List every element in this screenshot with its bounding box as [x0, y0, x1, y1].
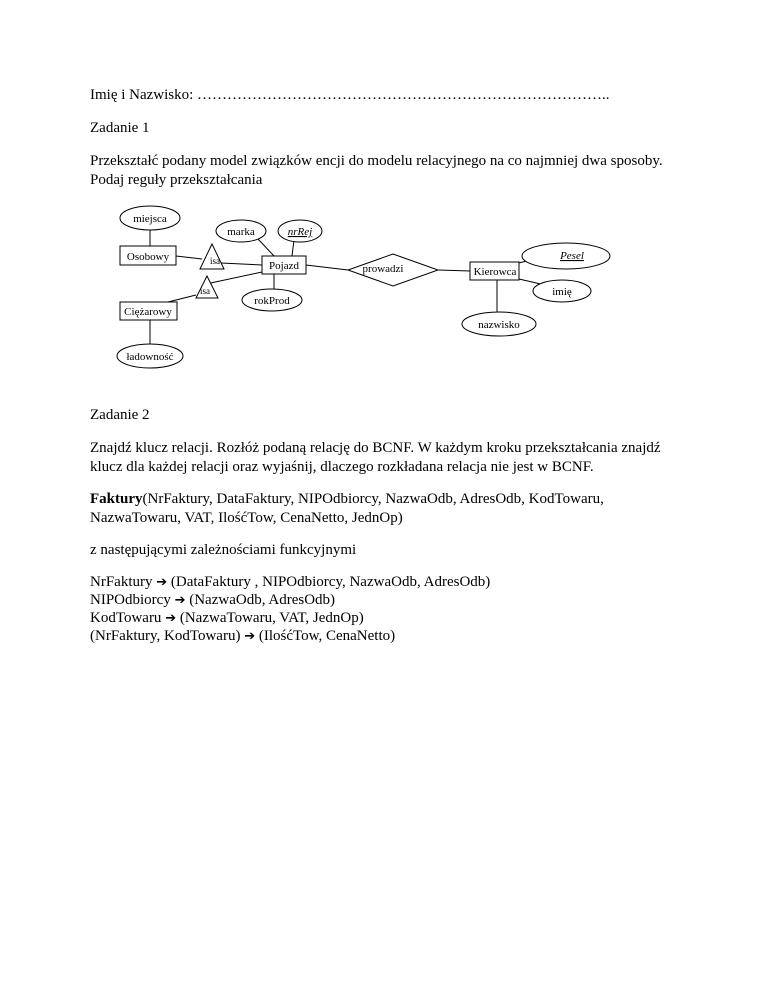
task2-title: Zadanie 2 — [90, 407, 150, 423]
line-pojazd-prowadzi — [306, 265, 348, 270]
fd-lhs: NIPOdbiorcy — [90, 592, 171, 608]
fd-lhs: (NrFaktury, KodTowaru) — [90, 628, 241, 644]
task1-title: Zadanie 1 — [90, 120, 150, 136]
line-nrrej-pojazd — [292, 240, 294, 256]
fd-intro: z następującymi zależnościami funkcyjnymi — [90, 542, 357, 558]
line-isa2-pojazd — [206, 272, 262, 284]
entity-ciezarowy: Ciężarowy — [124, 306, 172, 318]
line-isa1-pojazd — [221, 263, 262, 265]
fd-line — [90, 591, 335, 610]
fd-line — [90, 627, 395, 646]
fd-rhs: (NazwaTowaru, VAT, JednOp) — [179, 610, 364, 626]
line-prowadzi-kierowca — [438, 270, 470, 271]
fd-line — [90, 573, 490, 592]
arrow-icon: ➔ — [174, 593, 186, 608]
attr-rokprod: rokProd — [254, 295, 290, 307]
task2-text: Znajdź klucz relacji. Rozłóż podaną relację do BCNF. W każdym kroku przekształcania znajdź klucz dla każdej relacji oraz wyjaśnij, dlaczego rozkładana relacja nie jest w BCNF. — [90, 440, 661, 475]
arrow-icon: ➔ — [244, 629, 256, 644]
fd-lhs: KodTowaru — [90, 610, 162, 626]
relation-attributes: (NrFaktury, DataFaktury, NIPOdbiorcy, NazwaOdb, AdresOdb, KodTowaru, NazwaTowaru, VAT, IlośćTow, CenaNetto, JednOp) — [90, 491, 604, 526]
line-marka-pojazd — [258, 239, 274, 256]
entity-pojazd: Pojazd — [269, 260, 299, 272]
attr-ladownosc: ładowność — [126, 351, 174, 363]
entity-kierowca: Kierowca — [473, 266, 517, 278]
line-osobowy-isa1 — [176, 256, 202, 259]
fd-rhs: (DataFaktury , NIPOdbiorcy, NazwaOdb, AdresOdb) — [170, 574, 491, 590]
attr-miejsca: miejsca — [133, 213, 167, 225]
fd-rhs: (IlośćTow, CenaNetto) — [258, 628, 396, 644]
er-diagram — [0, 0, 768, 400]
fd-rhs: (NazwaOdb, AdresOdb) — [189, 592, 336, 608]
attr-nrrej: nrRej — [287, 226, 313, 238]
relation-name: Faktury — [90, 491, 143, 507]
attr-imie: imię — [552, 286, 572, 298]
relationship-prowadzi: prowadzi — [362, 263, 404, 275]
fd-line — [90, 609, 364, 628]
attr-nazwisko: nazwisko — [478, 319, 520, 331]
name-line: Imię i Nazwisko: ……………………………………………………………………….. — [90, 87, 610, 103]
attr-pesel: Pesel — [560, 250, 584, 262]
relation-definition — [90, 490, 650, 528]
entity-osobowy: Osobowy — [126, 251, 170, 263]
fd-lhs: NrFaktury — [90, 574, 153, 590]
arrow-icon: ➔ — [156, 575, 168, 590]
attr-marka: marka — [227, 226, 255, 238]
isa-label-2: isa — [200, 286, 210, 296]
arrow-icon: ➔ — [165, 611, 177, 626]
task1-text: Przekształć podany model związków encji do modelu relacyjnego na co najmniej dwa sposoby. Podaj reguły przekształcania — [90, 153, 663, 188]
isa-label-1: isa — [210, 256, 220, 266]
